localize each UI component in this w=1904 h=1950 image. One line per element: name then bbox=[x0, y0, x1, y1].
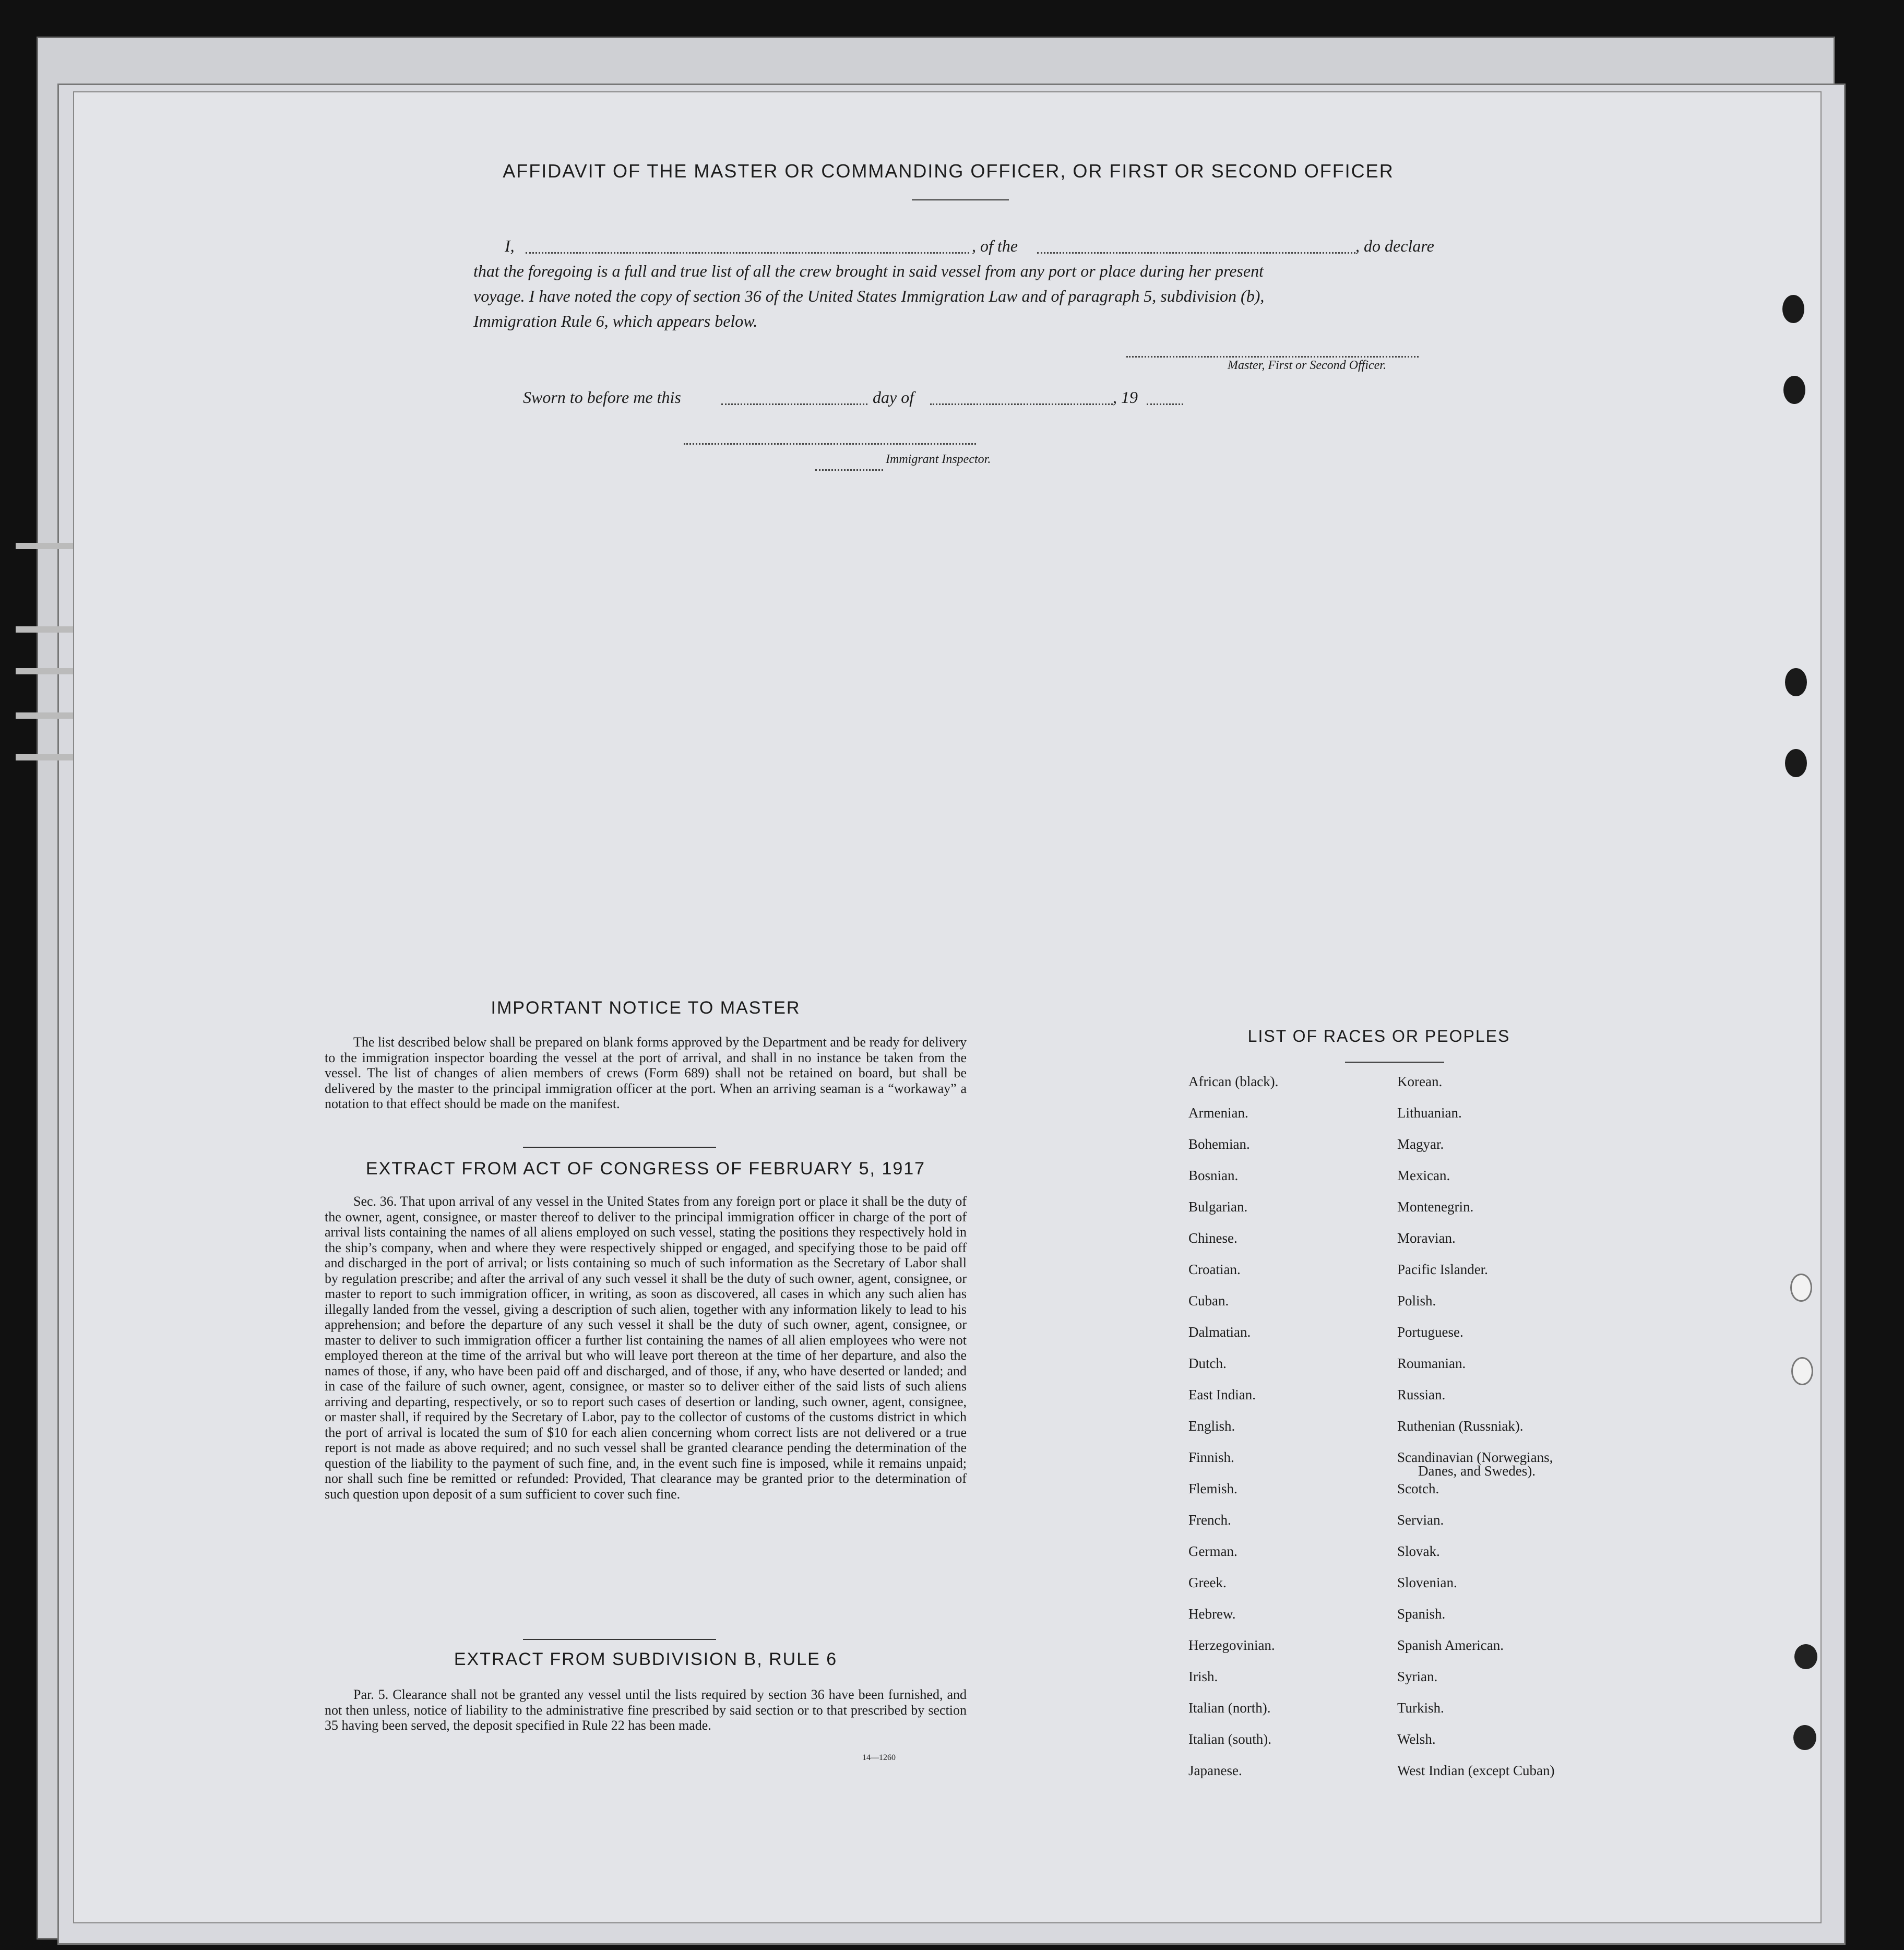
affidavit-of-the: , of the bbox=[972, 236, 1018, 255]
race-item: Korean. bbox=[1397, 1074, 1443, 1089]
document-page bbox=[73, 91, 1822, 1923]
race-item: Montenegrin. bbox=[1397, 1199, 1474, 1215]
title-underline bbox=[912, 199, 1009, 200]
affidavit-declare: , do declare bbox=[1355, 236, 1434, 255]
signature-caption: Master, First or Second Officer. bbox=[1228, 359, 1386, 372]
underlying-page-tab bbox=[16, 754, 73, 760]
race-item: Portuguese. bbox=[1397, 1324, 1463, 1340]
binder-hole bbox=[1782, 295, 1804, 323]
race-item: Syrian. bbox=[1397, 1669, 1438, 1684]
act-text: Sec. 36. That upon arrival of any vessel in the United States from any foreign port or place it shall be the duty of the owner, agent, consignee, or master thereof to deliver to the principal immigration officer in charge of the port of arrival lists containing the names of all aliens employed on such vessel, stating the positions they respectively hold in the ship’s company, when and where they were respectively shipped or engaged, and specifying those to be paid off and discharged in the port of arrival; or lists containing so much of such information as the Secretary of Labor shall by regulation prescribe; and after the arrival of any such vessel it shall be the duty of such owner, agent, consignee, or master to report to such immigration officer, in writing, as soon as discovered, all cases in which any such alien has illegally landed from the vessel, giving a description of such alien, together with any information likely to lead to his apprehension; and before the departure of any such vessel it shall be the duty of such owner, agent, consignee, or master to deliver to such immigration officer a further list containing the names of all alien employees who were not employed thereon at the time of the arrival but who will leave port thereon at the time of her departure, and also the names of those, if any, who have been paid off and discharged, and of those, if any, who have deserted or landed; and in case of the failure of such owner, agent, consignee, or master so to deliver either of the said lists of such aliens arriving and departing, respectively, or so to report such cases of desertion or landing, such owner, agent, consignee, or master shall, if required by the Secretary of Labor, pay to the collector of customs of the customs district in which the port of arrival is located the sum of $10 for each alien concerning whom correct lists are not delivered or a true report is not made as above required; and no such vessel shall be granted clearance pending the determination of the question of the liability to the payment of such fine, and, in the event such fine is imposed, while it remains unpaid; nor shall such fine be remitted or refunded: Provided, That clearance may be granted prior to the determination of such question upon deposit of a sum sufficient to cover such fine. bbox=[325, 1194, 967, 1502]
affidavit-line-3: voyage. I have noted the copy of section 36 of the United States Immigration Law and of paragraph 5, subdivision (b), bbox=[473, 287, 1265, 305]
binder-hole bbox=[1783, 376, 1805, 404]
sworn-prefix: Sworn to before me this bbox=[523, 388, 681, 407]
underlying-page-tab bbox=[16, 543, 73, 549]
binder-hole bbox=[1790, 1274, 1812, 1302]
race-item: Hebrew. bbox=[1188, 1606, 1236, 1622]
race-item: German. bbox=[1188, 1543, 1237, 1559]
race-item: Finnish. bbox=[1188, 1449, 1234, 1465]
rule-text: Par. 5. Clearance shall not be granted any vessel until the lists required by section 36 have been furnished, and not then unless, notice of liability to the administrative fine prescribed by said section or to that prescribed by section 35 having been served, the deposit specified in Rule 22 has been made. bbox=[325, 1687, 967, 1733]
inspector-caption: Immigrant Inspector. bbox=[886, 453, 991, 466]
race-item: Polish. bbox=[1397, 1293, 1436, 1309]
race-item: Russian. bbox=[1397, 1387, 1446, 1402]
race-item: Servian. bbox=[1397, 1512, 1444, 1528]
race-item: Irish. bbox=[1188, 1669, 1218, 1684]
sworn-year: , 19 bbox=[1113, 388, 1138, 407]
race-item: Danes, and Swedes). bbox=[1418, 1463, 1536, 1479]
affidavit-line-4: Immigration Rule 6, which appears below. bbox=[473, 312, 758, 330]
section-divider bbox=[523, 1147, 716, 1148]
binder-hole bbox=[1791, 1357, 1813, 1385]
races-title: LIST OF RACES OR PEOPLES bbox=[1247, 1027, 1510, 1045]
rule-title: EXTRACT FROM SUBDIVISION B, RULE 6 bbox=[454, 1649, 838, 1669]
race-item: Bulgarian. bbox=[1188, 1199, 1248, 1215]
affidavit-line-2: that the foregoing is a full and true list of all the crew brought in said vessel from any port or place during her present bbox=[473, 261, 1264, 280]
inspector-signature-line[interactable] bbox=[684, 443, 976, 445]
race-item: Herzegovinian. bbox=[1188, 1637, 1275, 1653]
race-item: Mexican. bbox=[1397, 1168, 1450, 1183]
binder-hole bbox=[1794, 1644, 1817, 1669]
sworn-day-of: day of bbox=[873, 388, 914, 407]
race-item: Moravian. bbox=[1397, 1230, 1456, 1246]
day-blank[interactable] bbox=[721, 403, 867, 405]
race-item: Cuban. bbox=[1188, 1293, 1229, 1309]
affidavit-title: AFFIDAVIT OF THE MASTER OR COMMANDING OFFICER, OR FIRST OR SECOND OFFICER bbox=[503, 160, 1394, 182]
race-item: Armenian. bbox=[1188, 1105, 1248, 1121]
race-item: Greek. bbox=[1188, 1575, 1227, 1590]
race-item: Scotch. bbox=[1397, 1481, 1439, 1496]
race-item: Ruthenian (Russniak). bbox=[1397, 1418, 1524, 1434]
vessel-blank[interactable] bbox=[1037, 252, 1355, 254]
race-item: East Indian. bbox=[1188, 1387, 1256, 1402]
race-item: West Indian (except Cuban) bbox=[1397, 1763, 1555, 1778]
inspector-caption-leader bbox=[815, 469, 883, 471]
year-blank[interactable] bbox=[1147, 403, 1183, 405]
affidavit-i: I, bbox=[505, 236, 515, 255]
binder-hole bbox=[1785, 749, 1807, 777]
race-item: English. bbox=[1188, 1418, 1235, 1434]
race-item: Chinese. bbox=[1188, 1230, 1237, 1246]
race-item: French. bbox=[1188, 1512, 1231, 1528]
race-item: Dalmatian. bbox=[1188, 1324, 1251, 1340]
race-item: Turkish. bbox=[1397, 1700, 1444, 1716]
race-item: Flemish. bbox=[1188, 1481, 1237, 1496]
race-item: Dutch. bbox=[1188, 1356, 1227, 1371]
race-item: Scandinavian (Norwegians, bbox=[1397, 1449, 1553, 1465]
race-item: Pacific Islander. bbox=[1397, 1262, 1488, 1277]
race-item: Slovenian. bbox=[1397, 1575, 1457, 1590]
section-divider bbox=[523, 1639, 716, 1640]
race-item: Japanese. bbox=[1188, 1763, 1242, 1778]
race-item: Welsh. bbox=[1397, 1731, 1436, 1747]
master-signature-line[interactable] bbox=[1126, 356, 1419, 358]
race-item: Bosnian. bbox=[1188, 1168, 1239, 1183]
race-item: Magyar. bbox=[1397, 1136, 1444, 1152]
act-title: EXTRACT FROM ACT OF CONGRESS OF FEBRUARY 5, 1917 bbox=[365, 1159, 926, 1179]
race-item: Italian (north). bbox=[1188, 1700, 1271, 1716]
race-item: Spanish American. bbox=[1397, 1637, 1504, 1653]
race-item: Slovak. bbox=[1397, 1543, 1440, 1559]
binder-hole bbox=[1793, 1725, 1816, 1750]
notice-title: IMPORTANT NOTICE TO MASTER bbox=[491, 998, 801, 1018]
month-blank[interactable] bbox=[930, 403, 1113, 405]
binder-hole bbox=[1785, 668, 1807, 696]
form-number: 14—1260 bbox=[862, 1753, 896, 1762]
race-item: Italian (south). bbox=[1188, 1731, 1271, 1747]
race-item: Spanish. bbox=[1397, 1606, 1446, 1622]
underlying-page-tab bbox=[16, 626, 73, 633]
race-item: Croatian. bbox=[1188, 1262, 1241, 1277]
notice-text: The list described below shall be prepared on blank forms approved by the Department and be ready for delivery to the immigration inspector boarding the vessel at the port of arrival, and shall in no instance be taken from the vessel. The list of changes of alien members of crews (Form 689) shall not be retained on board, but shall be delivered by the master to the principal immigration officer at the port. When an arriving seaman is a “workaway” a notation to that effect should be made on the manifest. bbox=[325, 1035, 967, 1111]
name-blank[interactable] bbox=[526, 252, 969, 254]
race-item: African (black). bbox=[1188, 1074, 1279, 1089]
underlying-page-tab bbox=[16, 668, 73, 674]
race-item: Bohemian. bbox=[1188, 1136, 1250, 1152]
race-item: Lithuanian. bbox=[1397, 1105, 1462, 1121]
underlying-page-tab bbox=[16, 712, 73, 719]
race-item: Roumanian. bbox=[1397, 1356, 1466, 1371]
races-title-underline bbox=[1345, 1062, 1444, 1063]
